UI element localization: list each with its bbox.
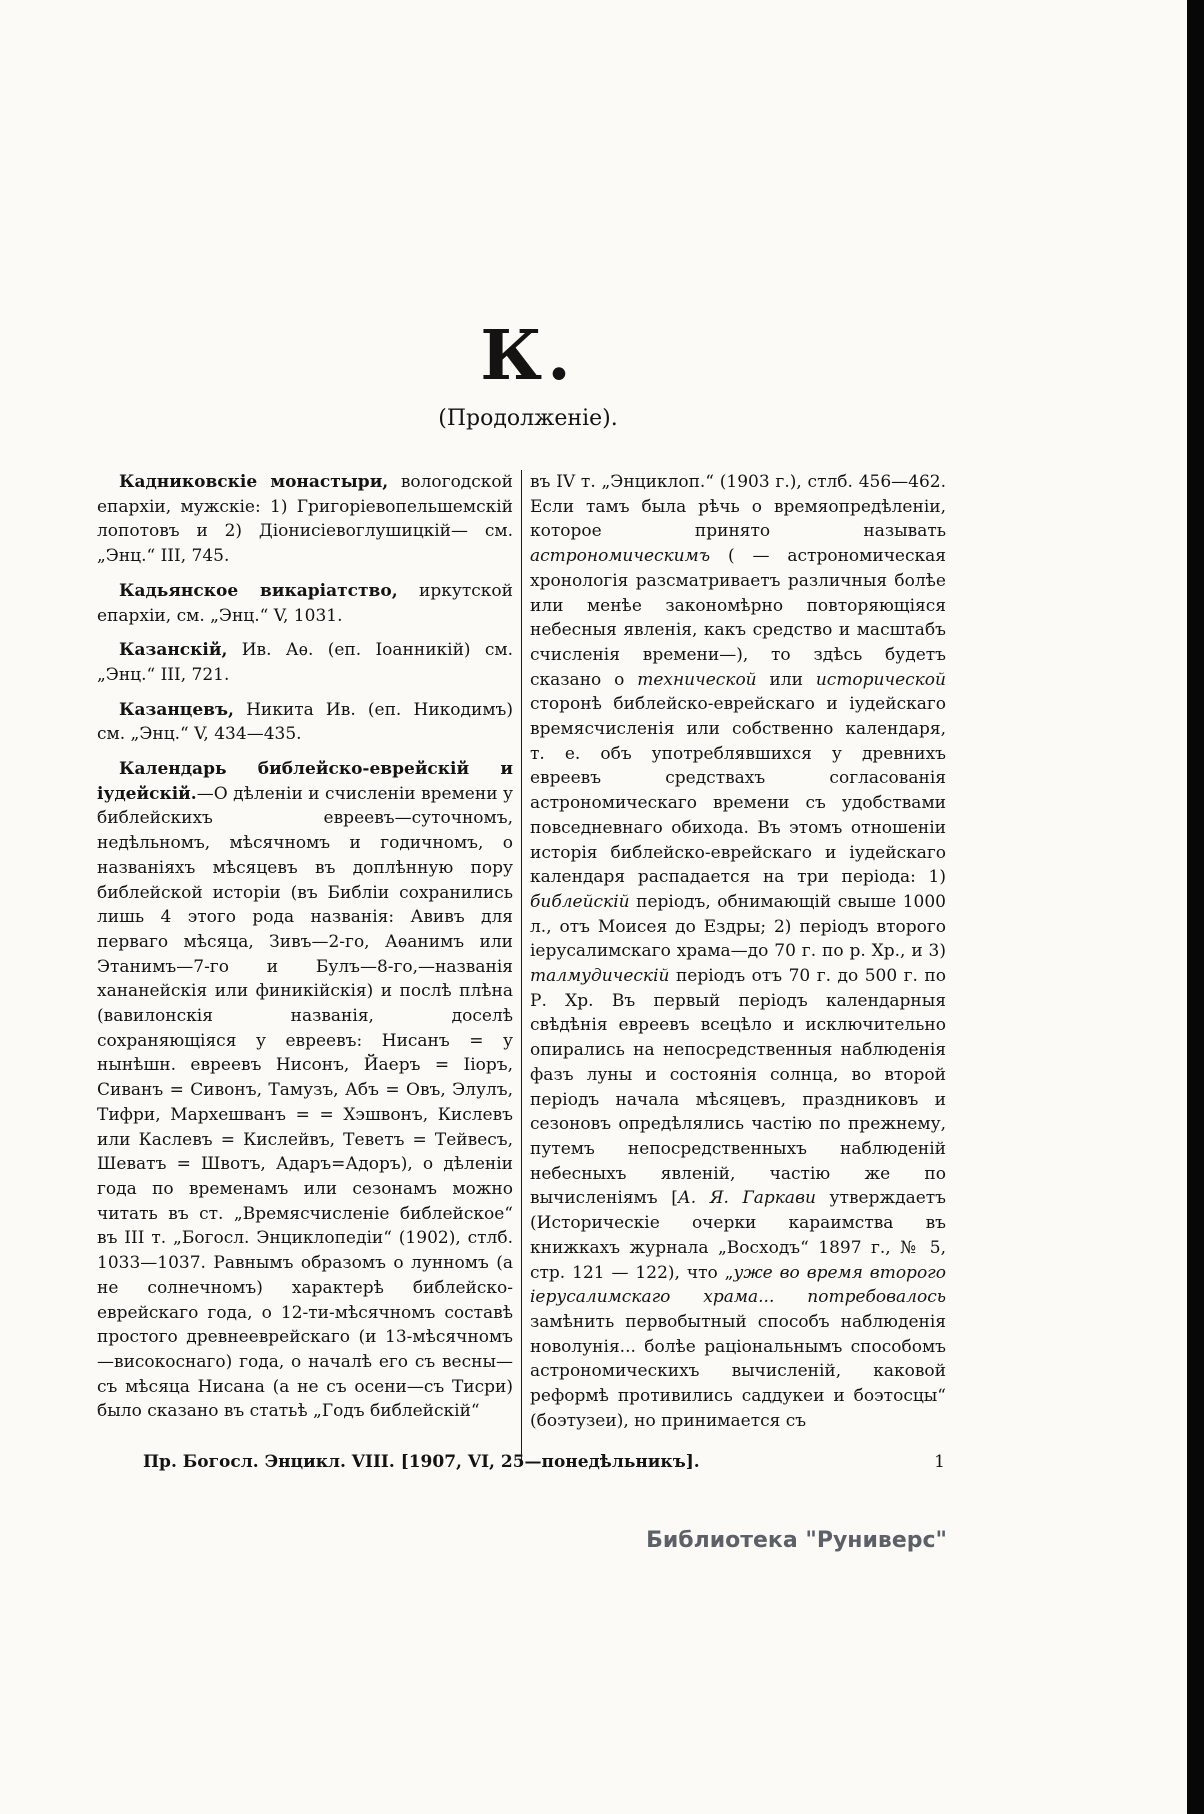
scan-edge-strip: [1187, 0, 1204, 1814]
section-letter: К.: [480, 316, 576, 396]
page-footer: [97, 1452, 961, 1472]
encyclopedia-entry: Казанцевъ, Никита Ив. (еп. Никодимъ) см. „Энц.“ V, 434—435.: [97, 699, 513, 745]
encyclopedia-entry: Кадьянское викаріатство, иркутской епархіи, см. „Энц.“ V, 1031.: [97, 580, 513, 626]
text-columns: [97, 470, 961, 1460]
continuation-note: (Продолженіе).: [438, 406, 618, 431]
encyclopedia-entry: Казанскій, Ив. Аѳ. (еп. Іоанникій) см. „Энц.“ III, 721.: [97, 640, 513, 685]
edition-signature: Пр. Богосл. Энцикл. VIII. [1907, VI, 25—понедѣльникъ].: [143, 1452, 700, 1472]
right-column: [522, 470, 946, 1460]
left-column: [97, 470, 521, 1460]
page-number: 1: [934, 1452, 945, 1472]
library-watermark: Библиотека "Руниверс": [646, 1528, 947, 1553]
encyclopedia-entry: Кадниковскіе монастыри, вологодской епархіи, мужскіе: 1) Григоріевопельшемскій лопотовъ и 2) Діонисіевоглушицкій— см. „Энц.“ III, 745.: [97, 472, 513, 567]
page-header: [95, 316, 961, 431]
encyclopedia-entry: Календарь библейско-еврейскій и іудейскій.—О дѣленіи и счисленіи времени у библейскихъ евреевъ—суточномъ, недѣльномъ, мѣсячномъ и годичномъ, о названіяхъ мѣсяцевъ въ доплѣнную пору библейской исторіи (въ Библіи сохранились лишь 4 этого рода названія: Авивъ для перваго мѣсяца, Зивъ—2-го, Аѳанимъ или Этанимъ—7-го и Булъ—8-го,—названія хананейскія или финикійскія) и послѣ плѣна (вавилонскія названія, доселѣ сохраняющіяся у евреевъ: Нисанъ = у нынѣшн. евреевъ Нисонъ, Йаеръ = Ііоръ, Сиванъ = Сивонъ, Тамузъ, Абъ = Овъ, Элулъ, Тифри, Мархешванъ = = Хэшвонъ, Кислевъ или Каслевъ = Кислейвъ, Теветъ = Тейвесъ, Шеватъ = Швотъ, Адаръ=Адоръ), о дѣленіи года по временамъ или сезонамъ можно читать въ ст. „Времясчисленіе библейское“ въ III т. „Богосл. Энциклопедіи“ (1902), стлб. 1033—1037. Равнымъ образомъ о лунномъ (а не солнечномъ) характерѣ библейско-еврейскаго года, о 12-ти-мѣсячномъ составѣ простого древнееврейскаго (и 13-мѣсячномъ—високоснаго) года, о началѣ его съ весны—съ мѣсяца Нисана (а не съ осени—съ Тисри) было сказано въ статьѣ „Годъ библейскій“: [97, 759, 513, 1422]
article-continuation-text: въ IV т. „Энциклоп.“ (1903 г.), стлб. 456—462. Если тамъ была рѣчь о времяопредѣленіи, которое принято называть астрономическимъ ( — астрономическая хронологія разсматриваетъ различныя болѣе или менѣе закономѣрно повторяющіяся небесныя явленія, какъ средство и масштабъ счисленія времени—), то здѣсь будетъ сказано о технической или исторической сторонѣ библейско-еврейскаго и іудейскаго времясчисленія или собственно календаря, т. е. объ употреблявшихся у древнихъ евреевъ средствахъ согласованія астрономическаго времени съ удобствами повседневнаго обихода. Въ этомъ отношеніи исторія библейско-еврейскаго и іудейскаго календаря распадается на три періода: 1) библейскій періодъ, обнимающій свыше 1000 л., отъ Моисея до Ездры; 2) періодъ второго іерусалимскаго храма—до 70 г. по р. Хр., и 3) талмудическій періодъ отъ 70 г. до 500 г. по Р. Хр. Въ первый періодъ календарныя свѣдѣнія евреевъ всецѣло и исключительно опирались на непосредственныя наблюденія фазъ луны и состоянія солнца, во второй періодъ начала мѣсяцевъ, праздниковъ и сезоновъ опредѣлялись частію по прежнему, путемъ непосредственныхъ наблюденій небесныхъ явленій, частію же по вычисленіямъ [А. Я. Гаркави утверждаетъ (Историческіе очерки караимства въ книжкахъ журнала „Восходъ“ 1897 г., № 5, стр. 121 — 122), что „уже во время второго іерусалимскаго храма... потребовалось замѣнить первобытный способъ наблюденія новолунія... болѣе раціональнымъ способомъ астрономическихъ вычисленій, каковой реформѣ противились саддукеи и боэтосцы“ (боэтузеи), но принимается съ: [530, 472, 947, 1431]
